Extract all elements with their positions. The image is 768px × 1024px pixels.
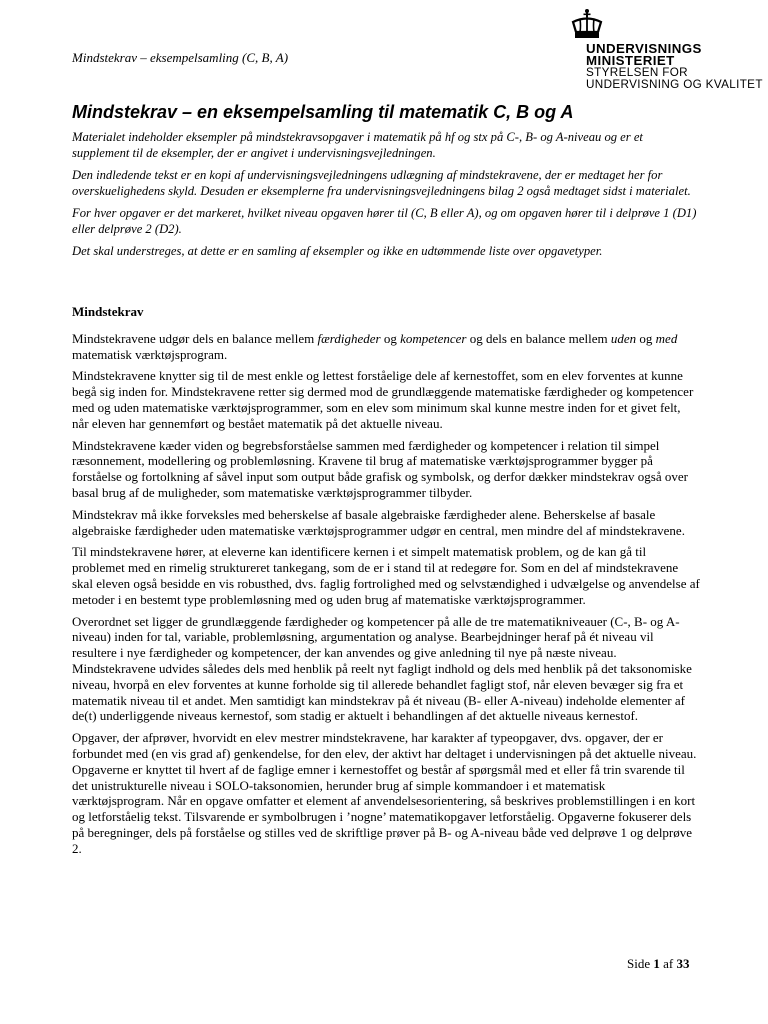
body-paragraph: Mindstekrav må ikke forveksles med beherskelse af basale algebraiske færdigheder alene. Beherskelse af basale algebraiske færdigheder uden matematiske værktøjsprogrammer udgør en central, men mindre del af mindstekravene. [72, 506, 685, 538]
logo-line-1: UNDERVISNINGS [586, 41, 702, 56]
page-footer [627, 956, 689, 972]
document-title: Mindstekrav – en eksempelsamling til matematik C, B og A [72, 102, 574, 122]
intro-paragraph: Det skal understreges, at dette er en samling af eksempler og ikke en udtømmende liste over opgavetyper. [72, 244, 603, 258]
emphasis-uden: uden [610, 330, 637, 346]
mindstekrav-section [72, 304, 700, 863]
section-heading: Mindstekrav [72, 304, 144, 319]
body-paragraph [72, 331, 700, 363]
emphasis-kompetencer: kompetencer [400, 330, 467, 346]
of-label: af [663, 956, 674, 971]
running-header-title: Mindstekrav – eksempelsamling (C, B, A) [72, 50, 289, 65]
body-paragraph: Mindstekravene kæder viden og begrebsforståelse sammen med færdigheder og kompetencer i relation til simpel ræsonnement, modellering og problemløsning. Kravene til brug af matematiske værktøjsprogrammer bygger på forståelse og fortolkning af såvel input som output både grafisk og symbolsk, og derfor dækker mindstekrav også over basal brug af de muligheder, som matematiske værktøjsprogrammer tilbyder. [72, 437, 688, 500]
current-page-number: 1 [653, 956, 660, 971]
ministry-logo [586, 43, 763, 91]
text-run: matematisk værktøjsprogram. [72, 346, 228, 362]
text-run: og [636, 330, 656, 346]
logo-line-2: MINISTERIET [586, 53, 675, 68]
body-paragraph: Overordnet set ligger de grundlæggende færdigheder og kompetencer på alle de tre matematikniveauer (C-, B- og A-niveau) inden for tal, variable, problemløsning, argumentation og analyse. Bearbejdninger heraf på ét niveau vil resultere i nye færdigheder og kompetencer, der kan anvendes og give anledning til nye på næste niveau. Mindstekravene udvides således dels med henblik på reelt nyt fagligt indhold og dels med henblik på det taksonomiske niveau, hvorpå en elev forventes at kunne forholde sig til allerede behandlet fagligt stof, når eleven bevæger sig fra et matematik niveau til et andet. Men samtidigt kan mindstekrav på ét niveau (B- eller A-niveau) indeholde elementer af de(t) underliggende niveaus kernestof, som stadig er aktuelt i behandlingen af det aktuelle niveaus kernestof. [72, 613, 692, 724]
intro-paragraph: For hver opgaver er det markeret, hvilket niveau opgaven hører til (C, B eller A), og om opgaven hører til i delprøve 1 (D1) eller delprøve 2 (D2). [72, 206, 697, 236]
logo-line-3: STYRELSEN FOR [586, 66, 688, 79]
logo-line-4: UNDERVISNING OG KVALITET [586, 78, 763, 91]
intro-paragraph: Materialet indeholder eksempler på mindstekravsopgaver i matematik på hf og stx på C-, B- og A-niveau og er et supplement til de eksempler, der er angivet i undervisningsvejledningen. [72, 130, 643, 160]
body-paragraph: Mindstekravene knytter sig til de mest enkle og lettest forståelige dele af kernestoffet, som en elev forventes at kunne begå sig inden for. Mindstekravene retter sig dermed mod de grundlæggende matematiske færdigheder og kompetencer med og uden matematiske værktøjsprogrammer, som en elev som minimum skal kunne mestre inden for et givet felt, når eleven har gennemført og bestået matematik på det aktuelle niveau. [72, 368, 694, 431]
text-run: Mindstekravene udgør dels en balance mellem [72, 330, 318, 346]
emphasis-faerdigheder: færdigheder [317, 330, 381, 346]
intro-paragraph: Den indledende tekst er en kopi af undervisningsvejledningens udlægning af mindstekravene, der er medtaget her for overskuelighedens skyld. Desuden er eksemplerne fra undervisningsvejledningens bilag 2 også medtaget sidst i materialet. [72, 168, 691, 198]
crown-icon [568, 8, 606, 42]
text-run: og [380, 330, 401, 346]
intro-section [72, 130, 697, 267]
body-paragraph: Til mindstekravene hører, at eleverne kan identificere kernen i et simpelt matematisk problem, og de kan gå til problemet med en rimelig struktureret tankegang, som de er i stand til at redegøre for. Som en del af mindstekravene skal eleven også besidde en vis robusthed, dvs. faglig fortrolighed med og selvstændighed i udvælgelse og anvendelse af metoder i en bestemt type problemløsning med og uden brug af matematiske værktøjsprogrammer. [72, 544, 700, 607]
total-pages: 33 [676, 956, 690, 971]
side-label: Side [627, 956, 651, 971]
body-paragraph: Opgaver, der afprøver, hvorvidt en elev mestrer mindstekravene, har karakter af typeopgaver, dvs. opgaver, der er forbundet med (en vis grad af) genkendelse, for den elev, der aktivt har deltaget i undervisningen på det aktuelle niveau. Opgaverne er knyttet til hvert af de faglige emner i kernestoffet og består af spørgsmål med et eller få trin svarende til det unistrukturelle niveau i SOLO-taksonomien, herunder brug af simple kommandoer i et matematisk værktøjsprogram. Når en opgave omfatter et element af anvendelsesorientering, så beskrives problemstillingen i en kort og letforståelig tekst. Tilsvarende er symbolbrugen i ’nogne’ matematikopgaver letforståelig. Opgaverne fokuserer dels på beregninger, dels på forståelse og stilles ved de skriftlige prøver på B- og A-niveau både ved delprøve 1 og delprøve 2. [72, 730, 697, 856]
emphasis-med: med [655, 330, 678, 346]
text-run: og dels en balance mellem [466, 330, 611, 346]
